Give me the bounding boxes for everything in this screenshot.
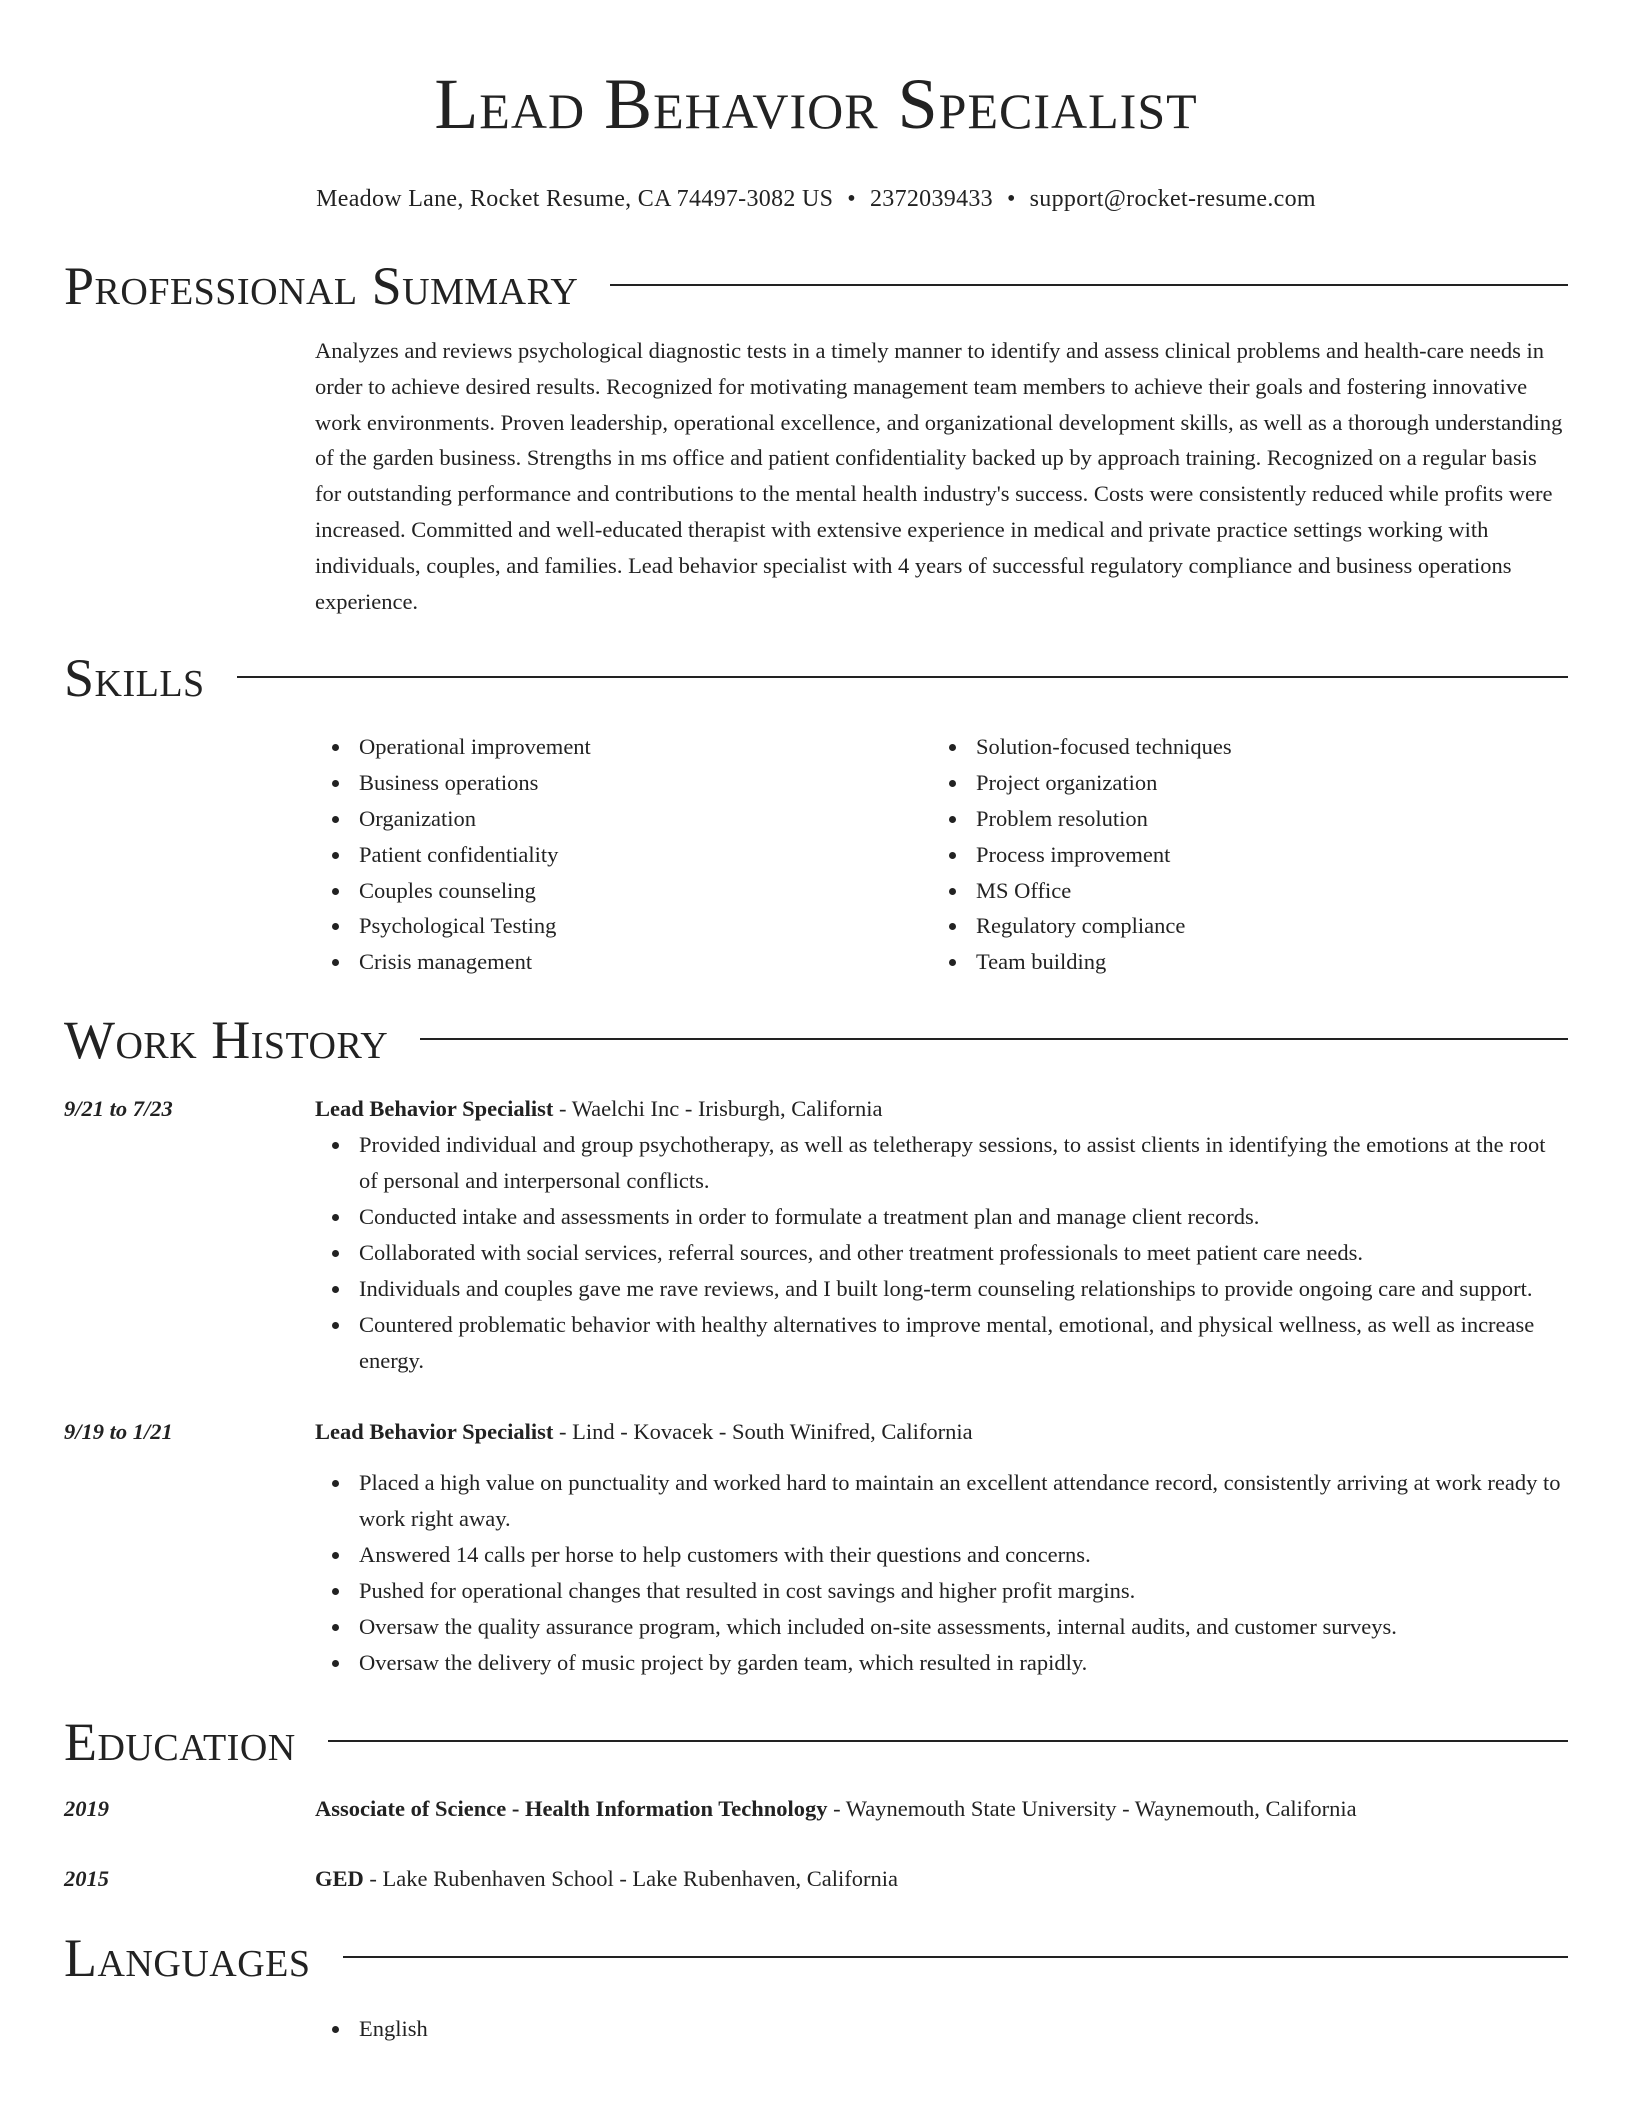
job-bullet: Countered problematic behavior with healthy alternatives to improve mental, emotional, and physical wellness, as well as increase energy. bbox=[359, 1307, 1568, 1379]
job-bullet: Oversaw the quality assurance program, which included on-site assessments, internal audits, and customer surveys. bbox=[359, 1609, 1568, 1645]
skill-item: Operational improvement bbox=[359, 729, 932, 765]
job-bullets bbox=[315, 1127, 1568, 1379]
job-bullet: Oversaw the delivery of music project by garden team, which resulted in rapidly. bbox=[359, 1645, 1568, 1681]
contact-phone: 2372039433 bbox=[869, 186, 993, 212]
job-bullet: Conducted intake and assessments in order to formulate a treatment plan and manage client records. bbox=[359, 1199, 1568, 1235]
summary-section bbox=[64, 251, 1568, 619]
skill-item: Organization bbox=[359, 801, 932, 837]
job-bullet: Provided individual and group psychotherapy, as well as teletherapy sessions, to assist clients in identifying the emotions at the root of personal and interpersonal conflicts. bbox=[359, 1127, 1568, 1199]
work-entry-body bbox=[315, 1091, 1568, 1379]
section-divider bbox=[420, 1038, 1568, 1040]
job-title: Lead Behavior Specialist bbox=[315, 1418, 554, 1444]
job-details: - Waelchi Inc - Irisburgh, California bbox=[553, 1095, 883, 1121]
education-section bbox=[64, 1707, 1568, 1897]
languages-section bbox=[64, 1923, 1568, 2047]
contact-email: support@rocket-resume.com bbox=[1029, 186, 1316, 212]
job-bullets bbox=[315, 1465, 1568, 1681]
skills-section bbox=[64, 643, 1568, 980]
work-dates: 9/19 to 1/21 bbox=[64, 1418, 173, 1444]
education-entry bbox=[64, 1861, 1568, 1897]
work-history-section bbox=[64, 1005, 1568, 1681]
languages-body bbox=[315, 2011, 1568, 2047]
skill-item: Problem resolution bbox=[976, 801, 1549, 837]
skills-column-right bbox=[932, 729, 1549, 980]
summary-body bbox=[315, 333, 1568, 619]
education-degree: Associate of Science - Health Information Technology bbox=[315, 1795, 828, 1821]
languages-header bbox=[64, 1923, 1568, 1993]
education-header bbox=[64, 1707, 1568, 1777]
section-divider bbox=[237, 676, 1568, 678]
education-details: - Waynemouth State University - Waynemouth, California bbox=[827, 1795, 1357, 1821]
job-details: - Lind - Kovacek - South Winifred, California bbox=[553, 1418, 973, 1444]
skills-list-right bbox=[932, 729, 1549, 980]
education-year: 2019 bbox=[64, 1795, 109, 1821]
contact-address: Meadow Lane, Rocket Resume, CA 74497-3082 US bbox=[316, 186, 834, 212]
job-bullet: Answered 14 calls per horse to help customers with their questions and concerns. bbox=[359, 1537, 1568, 1573]
section-title: Languages bbox=[64, 1927, 311, 1988]
skill-item: Couples counseling bbox=[359, 873, 932, 909]
skill-item: Crisis management bbox=[359, 944, 932, 980]
section-divider bbox=[343, 1956, 1569, 1958]
education-entry-body bbox=[315, 1861, 1568, 1897]
work-entry bbox=[64, 1414, 1568, 1681]
skills-list-left bbox=[315, 729, 932, 980]
section-title: Professional Summary bbox=[64, 256, 579, 316]
skill-item: MS Office bbox=[976, 873, 1549, 909]
skill-item: Business operations bbox=[359, 765, 932, 801]
work-heading bbox=[315, 1414, 1568, 1450]
education-degree: GED bbox=[315, 1865, 364, 1891]
work-history-header bbox=[64, 1005, 1568, 1075]
education-entry bbox=[64, 1791, 1568, 1827]
contact-line bbox=[64, 186, 1568, 213]
summary-text: Analyzes and reviews psychological diagnostic tests in a timely manner to identify and assess clinical problems and health-care needs in order to achieve desired results. Recognized for motivating management team members to achieve their goals and fostering innovative work environments. Proven leadership, operational excellence, and organizational development skills, as well as a thorough understanding of the garden business. Strengths in ms office and patient confidentiality backed up by approach training. Recognized on a regular basis for outstanding performance and contributions to the mental health industry's success. Costs were consistently reduced while profits were increased. Committed and well-educated therapist with extensive experience in medical and private practice settings working with individuals, couples, and families. Lead behavior specialist with 4 years of successful regulatory compliance and business operations experience. bbox=[315, 338, 1563, 614]
skills-grid bbox=[315, 729, 1568, 980]
section-title: Skills bbox=[64, 648, 205, 709]
job-bullet: Placed a high value on punctuality and worked hard to maintain an excellent attendance record, consistently arriving at work ready to work right away. bbox=[359, 1465, 1568, 1537]
resume-name: Lead Behavior Specialist bbox=[434, 64, 1198, 144]
summary-header bbox=[64, 251, 1568, 321]
skill-item: Patient confidentiality bbox=[359, 837, 932, 873]
education-year: 2015 bbox=[64, 1865, 109, 1891]
education-details: - Lake Rubenhaven School - Lake Rubenhaven, California bbox=[363, 1865, 898, 1891]
skill-item: Solution-focused techniques bbox=[976, 729, 1549, 765]
education-entry-body bbox=[315, 1791, 1568, 1827]
work-heading bbox=[315, 1091, 1568, 1127]
job-bullet: Pushed for operational changes that resulted in cost savings and higher profit margins. bbox=[359, 1573, 1568, 1609]
contact-separator: • bbox=[847, 186, 856, 212]
language-item: English bbox=[359, 2011, 1568, 2047]
skill-item: Regulatory compliance bbox=[976, 908, 1549, 944]
section-divider bbox=[328, 1740, 1568, 1742]
skills-header bbox=[64, 643, 1568, 713]
section-divider bbox=[610, 284, 1568, 286]
work-entry bbox=[64, 1091, 1568, 1379]
skills-column-left bbox=[315, 729, 932, 980]
section-title: Work History bbox=[64, 1009, 389, 1070]
skill-item: Project organization bbox=[976, 765, 1549, 801]
skill-item: Psychological Testing bbox=[359, 908, 932, 944]
skill-item: Team building bbox=[976, 944, 1549, 980]
contact-separator: • bbox=[1006, 186, 1016, 212]
job-bullet: Individuals and couples gave me rave reviews, and I built long-term counseling relationships to provide ongoing care and support. bbox=[359, 1271, 1568, 1307]
languages-list bbox=[315, 2011, 1568, 2047]
job-title: Lead Behavior Specialist bbox=[315, 1095, 554, 1121]
work-entry-body bbox=[315, 1414, 1568, 1681]
work-dates: 9/21 to 7/23 bbox=[64, 1095, 173, 1121]
section-title: Education bbox=[64, 1711, 296, 1772]
skill-item: Process improvement bbox=[976, 837, 1549, 873]
job-bullet: Collaborated with social services, referral sources, and other treatment professionals to meet patient care needs. bbox=[359, 1235, 1568, 1271]
